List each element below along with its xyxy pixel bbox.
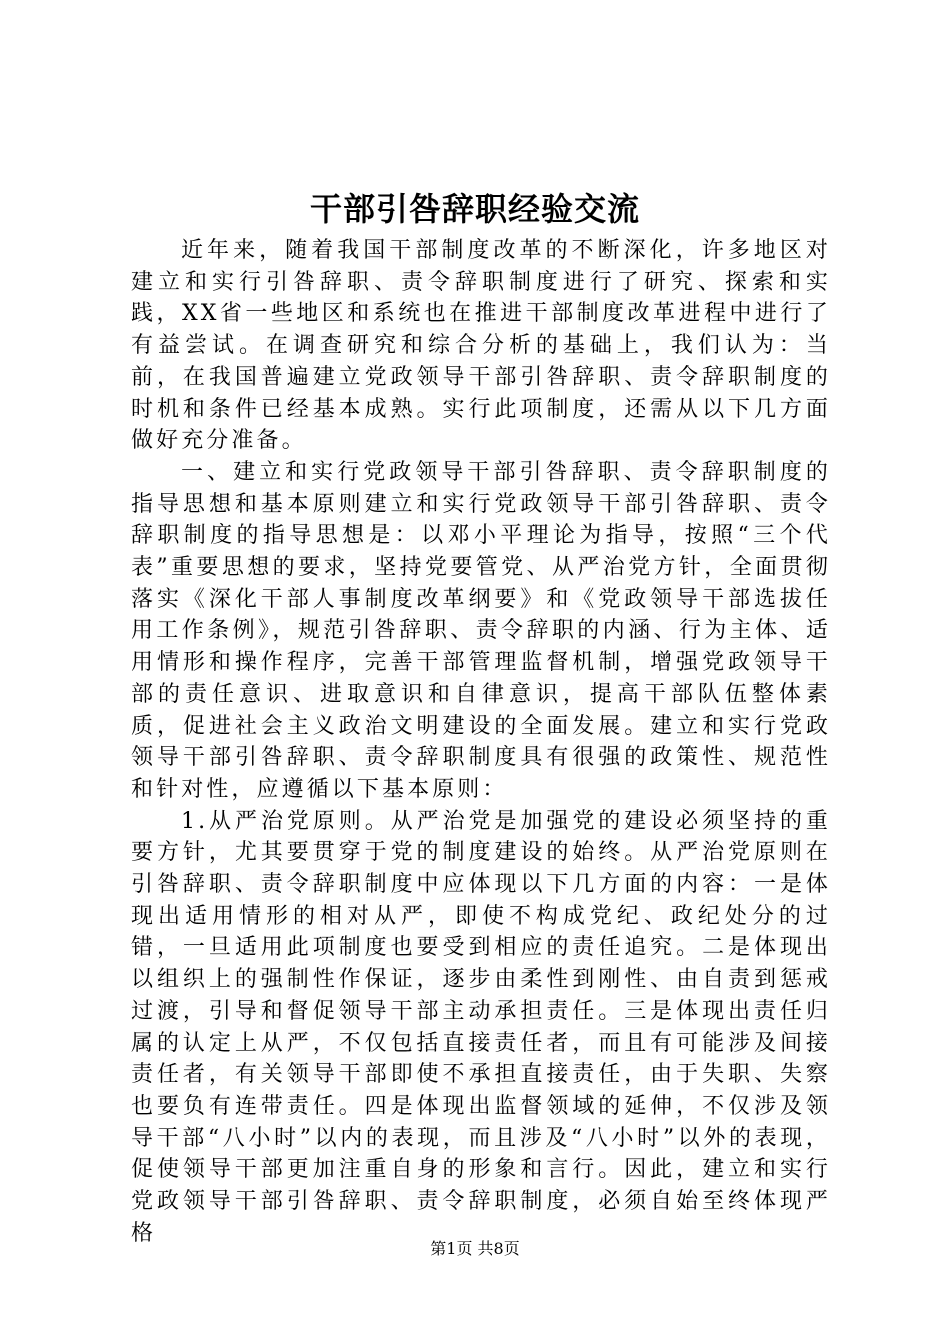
document-body: [131, 235, 831, 1250]
paragraph-intro: 近年来，随着我国干部制度改革的不断深化，许多地区对建立和实行引咎辞职、责令辞职制度进行了研究、探索和实践，XX省一些地区和系统也在推进干部制度改革进程中进行了有益尝试。在调查研究和综合分析的基础上，我们认为：当前，在我国普遍建立党政领导干部引咎辞职、责令辞职制度的时机和条件已经基本成熟。实行此项制度，还需从以下几方面做好充分准备。: [131, 238, 831, 454]
paragraph-section-one: 一、建立和实行党政领导干部引咎辞职、责令辞职制度的指导思想和基本原则建立和实行党政领导干部引咎辞职、责令辞职制度的指导思想是：以邓小平理论为指导，按照“三个代表”重要思想的要求，坚持党要管党、从严治党方针，全面贯彻落实《深化干部人事制度改革纲要》和《党政领导干部选拔任用工作条例》，规范引咎辞职、责令辞职的内涵、行为主体、适用情形和操作程序，完善干部管理监督机制，增强党政领导干部的责任意识、进取意识和自律意识，提高干部队伍整体素质，促进社会主义政治文明建设的全面发展。建立和实行党政领导干部引咎辞职、责令辞职制度具有很强的政策性、规范性和针对性，应遵循以下基本原则：: [131, 459, 831, 802]
document-title: 干部引咎辞职经验交流: [309, 190, 640, 228]
page-number-footer: 第1页 共8页: [430, 1239, 520, 1258]
paragraph-principle-one: 1.从严治党原则。从严治党是加强党的建设必须坚持的重要方针，尤其要贯穿于党的制度建设的始终。从严治党原则在引咎辞职、责令辞职制度中应体现以下几方面的内容：一是体现出适用情形的相对从严，即使不构成党纪、政纪处分的过错，一旦适用此项制度也要受到相应的责任追究。二是体现出以组织上的强制性作保证，逐步由柔性到刚性、由自责到惩戒过渡，引导和督促领导干部主动承担责任。三是体现出责任归属的认定上从严，不仅包括直接责任者，而且有可能涉及间接责任者，有关领导干部即使不承担直接责任，由于失职、失察也要负有连带责任。四是体现出监督领域的延伸，不仅涉及领导干部“八小时”以内的表现，而且涉及“八小时”以外的表现，促使领导干部更加注重自身的形象和言行。因此，建立和实行党政领导干部引咎辞职、责令辞职制度，必须自始至终体现严格: [131, 808, 831, 1246]
